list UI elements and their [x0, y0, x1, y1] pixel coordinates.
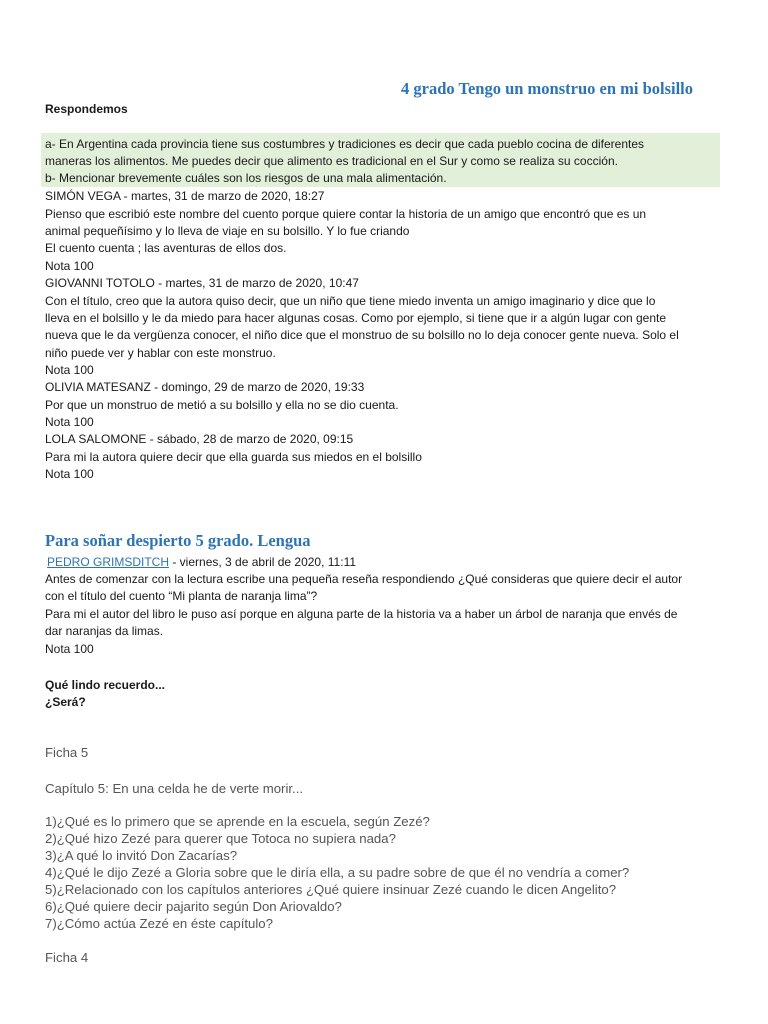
respondemos-heading: Respondemos — [45, 102, 128, 116]
post-body-line: Con el título, creo que la autora quiso decir, que un niño que tiene miedo inventa un amigo imaginario y dice que lo — [45, 294, 656, 308]
section-title-5-grado: Para soñar despierto 5 grado. Lengua — [45, 531, 311, 550]
post-grade: Nota 100 — [45, 642, 94, 656]
post-author-line: OLIVIA MATESANZ - domingo, 29 de marzo de 2020, 19:33 — [45, 380, 365, 394]
post-author-line: LOLA SALOMONE - sábado, 28 de marzo de 2020, 09:15 — [45, 432, 354, 446]
post-body-line: El cuento cuenta ; las aventuras de ellos dos. — [45, 241, 287, 255]
post-date: - viernes, 3 de abril de 2020, 11:11 — [169, 555, 357, 569]
post-body-line: nueva que le da vergüenza conocer, el niño dice que el monstruo de su bolsillo no lo deja conocer gente nueva. Solo el — [45, 328, 679, 342]
post-body-line: dar naranjas da limas. — [45, 624, 164, 638]
post-body-line: Por que un monstruo de metió a su bolsillo y ella no se dio cuenta. — [45, 398, 399, 412]
question-line: maneras los alimentos. Me puedes decir que alimento es tradicional en el Sur y como se realiza su cocción. — [45, 154, 618, 168]
question-item: 6)¿Qué quiere decir pajarito según Don Ariovaldo? — [45, 899, 342, 914]
question-item: 1)¿Qué es lo primero que se aprende en la escuela, según Zezé? — [45, 814, 430, 829]
post-body-line: lleva en el bolsillo y le da miedo para hacer algunas cosas. Como por ejemplo, si tiene que ir a algún lugar con gente — [45, 311, 667, 325]
post-author-line: SIMÓN VEGA - martes, 31 de marzo de 2020, 18:27 — [45, 189, 325, 203]
author-link[interactable]: PEDRO GRIMSDITCH — [47, 555, 170, 569]
post-grade: Nota 100 — [45, 363, 94, 377]
question-line: a- En Argentina cada provincia tiene sus costumbres y tradiciones es decir que cada pueblo cocina de diferentes — [45, 137, 645, 151]
post-body-line: animal pequeñísimo y lo lleva de viaje en su bolsillo. Y lo fue criando — [45, 224, 410, 238]
question-item: 7)¿Cómo actúa Zezé en éste capítulo? — [45, 916, 273, 931]
closing-line: ¿Será? — [45, 695, 86, 709]
ficha-5-heading: Ficha 5 — [45, 745, 89, 760]
question-item: 2)¿Qué hizo Zezé para querer que Totoca no supiera nada? — [45, 831, 396, 846]
question-line: b- Mencionar brevemente cuáles son los riesgos de una mala alimentación. — [45, 171, 447, 185]
chapter-title: Capítulo 5: En una celda he de verte morir... — [45, 781, 304, 796]
post-author-line: GIOVANNI TOTOLO - martes, 31 de marzo de 2020, 10:47 — [45, 276, 359, 290]
ficha-4-heading: Ficha 4 — [45, 950, 89, 965]
closing-line: Qué lindo recuerdo... — [45, 678, 166, 692]
post-grade: Nota 100 — [45, 467, 94, 481]
post-body-line: Para mi el autor del libro le puso así porque en alguna parte de la historia va a haber un árbol de naranja que envés de — [45, 607, 678, 621]
post-body-line: Pienso que escribió este nombre del cuento porque quiere contar la historia de un amigo que encontró que es un — [45, 207, 647, 221]
section-title-4-grado: 4 grado Tengo un monstruo en mi bolsillo — [401, 79, 694, 98]
post-grade: Nota 100 — [45, 415, 94, 429]
post-author-line — [47, 554, 356, 571]
question-item: 3)¿A qué lo invitó Don Zacarías? — [45, 848, 238, 863]
post-body-line: Antes de comenzar con la lectura escribe una pequeña reseña respondiendo ¿Qué consideras que quiere decir el autor — [45, 572, 683, 586]
post-grade: Nota 100 — [45, 259, 94, 273]
question-item: 5)¿Relacionado con los capítulos anteriores ¿Qué quiere insinuar Zezé cuando le dicen Angelito? — [45, 882, 617, 897]
post-body-line: con el título del cuento “Mi planta de naranja lima”? — [45, 589, 318, 603]
post-body-line: niño puede ver y hablar con este monstruo. — [45, 346, 276, 360]
post-body-line: Para mi la autora quiere decir que ella guarda sus miedos en el bolsillo — [45, 450, 422, 464]
question-item: 4)¿Qué le dijo Zezé a Gloria sobre que le diría ella, a su padre sobre de que él no vendría a comer? — [45, 865, 630, 880]
